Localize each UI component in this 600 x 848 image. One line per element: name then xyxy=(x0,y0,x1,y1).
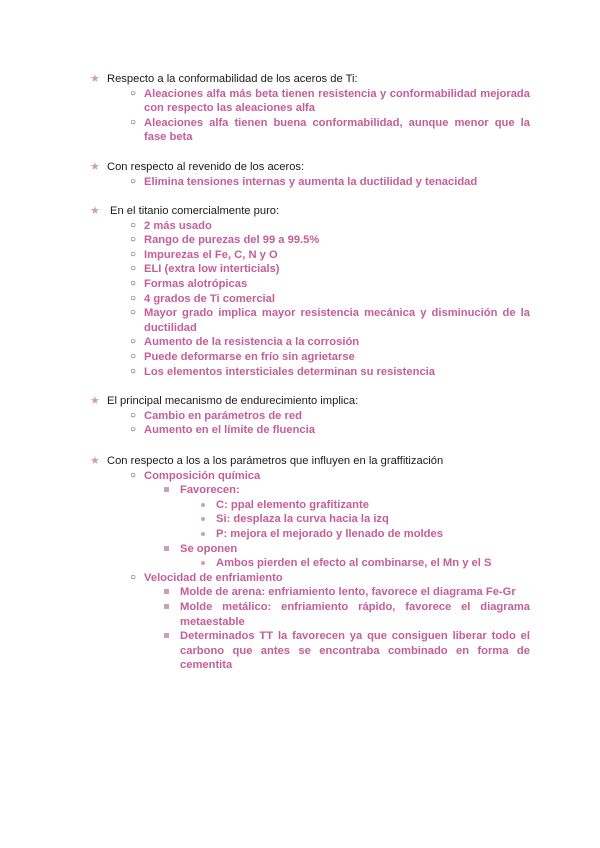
list-item: ○ Rango de purezas del 99 a 99.5% xyxy=(130,234,320,247)
list-item: ○ Aumento en el límite de fluencia xyxy=(130,424,315,437)
section-revenido xyxy=(90,160,530,189)
dot-bullet-icon xyxy=(201,532,205,536)
section-titanio-puro xyxy=(90,204,530,379)
list-item: ○ Cambio en parámetros de red xyxy=(130,409,302,422)
list-item: ○ Aleaciones alfa tienen buena conformabilidad, aunque menor que la fase beta xyxy=(130,116,530,144)
list-item: ○ Aleaciones alfa más beta tienen resistencia y conformabilidad mejorada con respecto las aleaciones alfa xyxy=(130,87,530,115)
square-bullet-icon xyxy=(164,487,169,492)
circle-bullet-icon: ○ xyxy=(130,424,137,436)
circle-bullet-icon: ○ xyxy=(130,292,137,304)
circle-bullet-icon: ○ xyxy=(130,336,137,348)
square-bullet-icon xyxy=(164,589,169,594)
list-item: ○ 4 grados de Ti comercial xyxy=(130,292,275,305)
list-item: Favorecen: xyxy=(90,483,530,498)
star-bullet-icon: ★ xyxy=(90,73,100,85)
dot-bullet-icon xyxy=(201,561,205,565)
list-item: ○ Elimina tensiones internas y aumenta la ductilidad y tenacidad xyxy=(130,175,478,188)
square-bullet-icon xyxy=(164,604,169,609)
list-item: ○ Aumento de la resistencia a la corrosión xyxy=(130,336,360,349)
circle-bullet-icon: ○ xyxy=(130,350,137,362)
section-heading: ★ En el titanio comercialmente puro: xyxy=(90,205,280,217)
section-heading: ★ El principal mecanismo de endurecimiento implica: xyxy=(90,395,359,407)
star-bullet-icon: ★ xyxy=(90,161,100,173)
circle-bullet-icon: ○ xyxy=(130,365,137,377)
list-item: Si: desplaza la curva hacia la izq xyxy=(90,512,530,527)
square-bullet-icon xyxy=(164,546,169,551)
circle-bullet-icon: ○ xyxy=(130,571,137,583)
square-bullet-icon xyxy=(164,633,169,638)
section-conformabilidad xyxy=(90,72,530,145)
circle-bullet-icon: ○ xyxy=(130,248,137,260)
list-item: ○ Mayor grado implica mayor resistencia mecánica y disminución de la ductilidad xyxy=(130,307,530,334)
list-item: ○ Velocidad de enfriamiento xyxy=(130,571,283,584)
list-item: ○ Formas alotrópicas xyxy=(130,277,248,290)
section-heading: ★ Respecto a la conformabilidad de los aceros de Ti: xyxy=(90,73,358,85)
list-item: Molde de arena: enfriamiento lento, favorece el diagrama Fe-Gr xyxy=(90,585,530,600)
section-heading: ★ Con respecto a los a los parámetros que influyen en la graffitización xyxy=(90,455,444,467)
circle-bullet-icon: ○ xyxy=(130,307,137,319)
list-item: Se oponen xyxy=(90,542,530,557)
dot-bullet-icon xyxy=(201,517,205,521)
circle-bullet-icon: ○ xyxy=(130,116,137,128)
list-item: ○ 2 más usado xyxy=(130,219,212,232)
section-grafitizacion xyxy=(90,454,530,673)
star-bullet-icon: ★ xyxy=(90,455,100,467)
circle-bullet-icon: ○ xyxy=(130,469,137,481)
list-item: C: ppal elemento grafitizante xyxy=(90,498,530,513)
star-bullet-icon: ★ xyxy=(90,205,100,217)
list-item: Ambos pierden el efecto al combinarse, el Mn y el S xyxy=(90,556,530,571)
list-item: Determinados TT la favorecen ya que consiguen liberar todo el carbono que antes se encontraba combinado en forma de cementita xyxy=(90,629,530,673)
list-item: ○ Puede deformarse en frío sin agrietarse xyxy=(130,350,355,363)
list-item: P: mejora el mejorado y llenado de moldes xyxy=(90,527,530,542)
dot-bullet-icon xyxy=(201,503,205,507)
star-bullet-icon: ★ xyxy=(90,395,100,407)
circle-bullet-icon: ○ xyxy=(130,175,137,187)
circle-bullet-icon: ○ xyxy=(130,219,137,231)
section-endurecimiento xyxy=(90,394,530,438)
circle-bullet-icon: ○ xyxy=(130,277,137,289)
circle-bullet-icon: ○ xyxy=(130,409,137,421)
list-item: ○ ELI (extra low interticials) xyxy=(130,263,280,276)
list-item: ○ Los elementos intersticiales determinan su resistencia xyxy=(130,365,435,378)
circle-bullet-icon: ○ xyxy=(130,263,137,275)
circle-bullet-icon: ○ xyxy=(130,87,137,99)
list-item: Molde metálico: enfriamiento rápido, favorece el diagrama metaestable xyxy=(90,600,530,629)
circle-bullet-icon: ○ xyxy=(130,234,137,246)
list-item: ○ Composición química xyxy=(130,469,261,482)
section-heading: ★ Con respecto al revenido de los aceros: xyxy=(90,161,305,173)
list-item: ○ Impurezas el Fe, C, N y O xyxy=(130,248,278,261)
